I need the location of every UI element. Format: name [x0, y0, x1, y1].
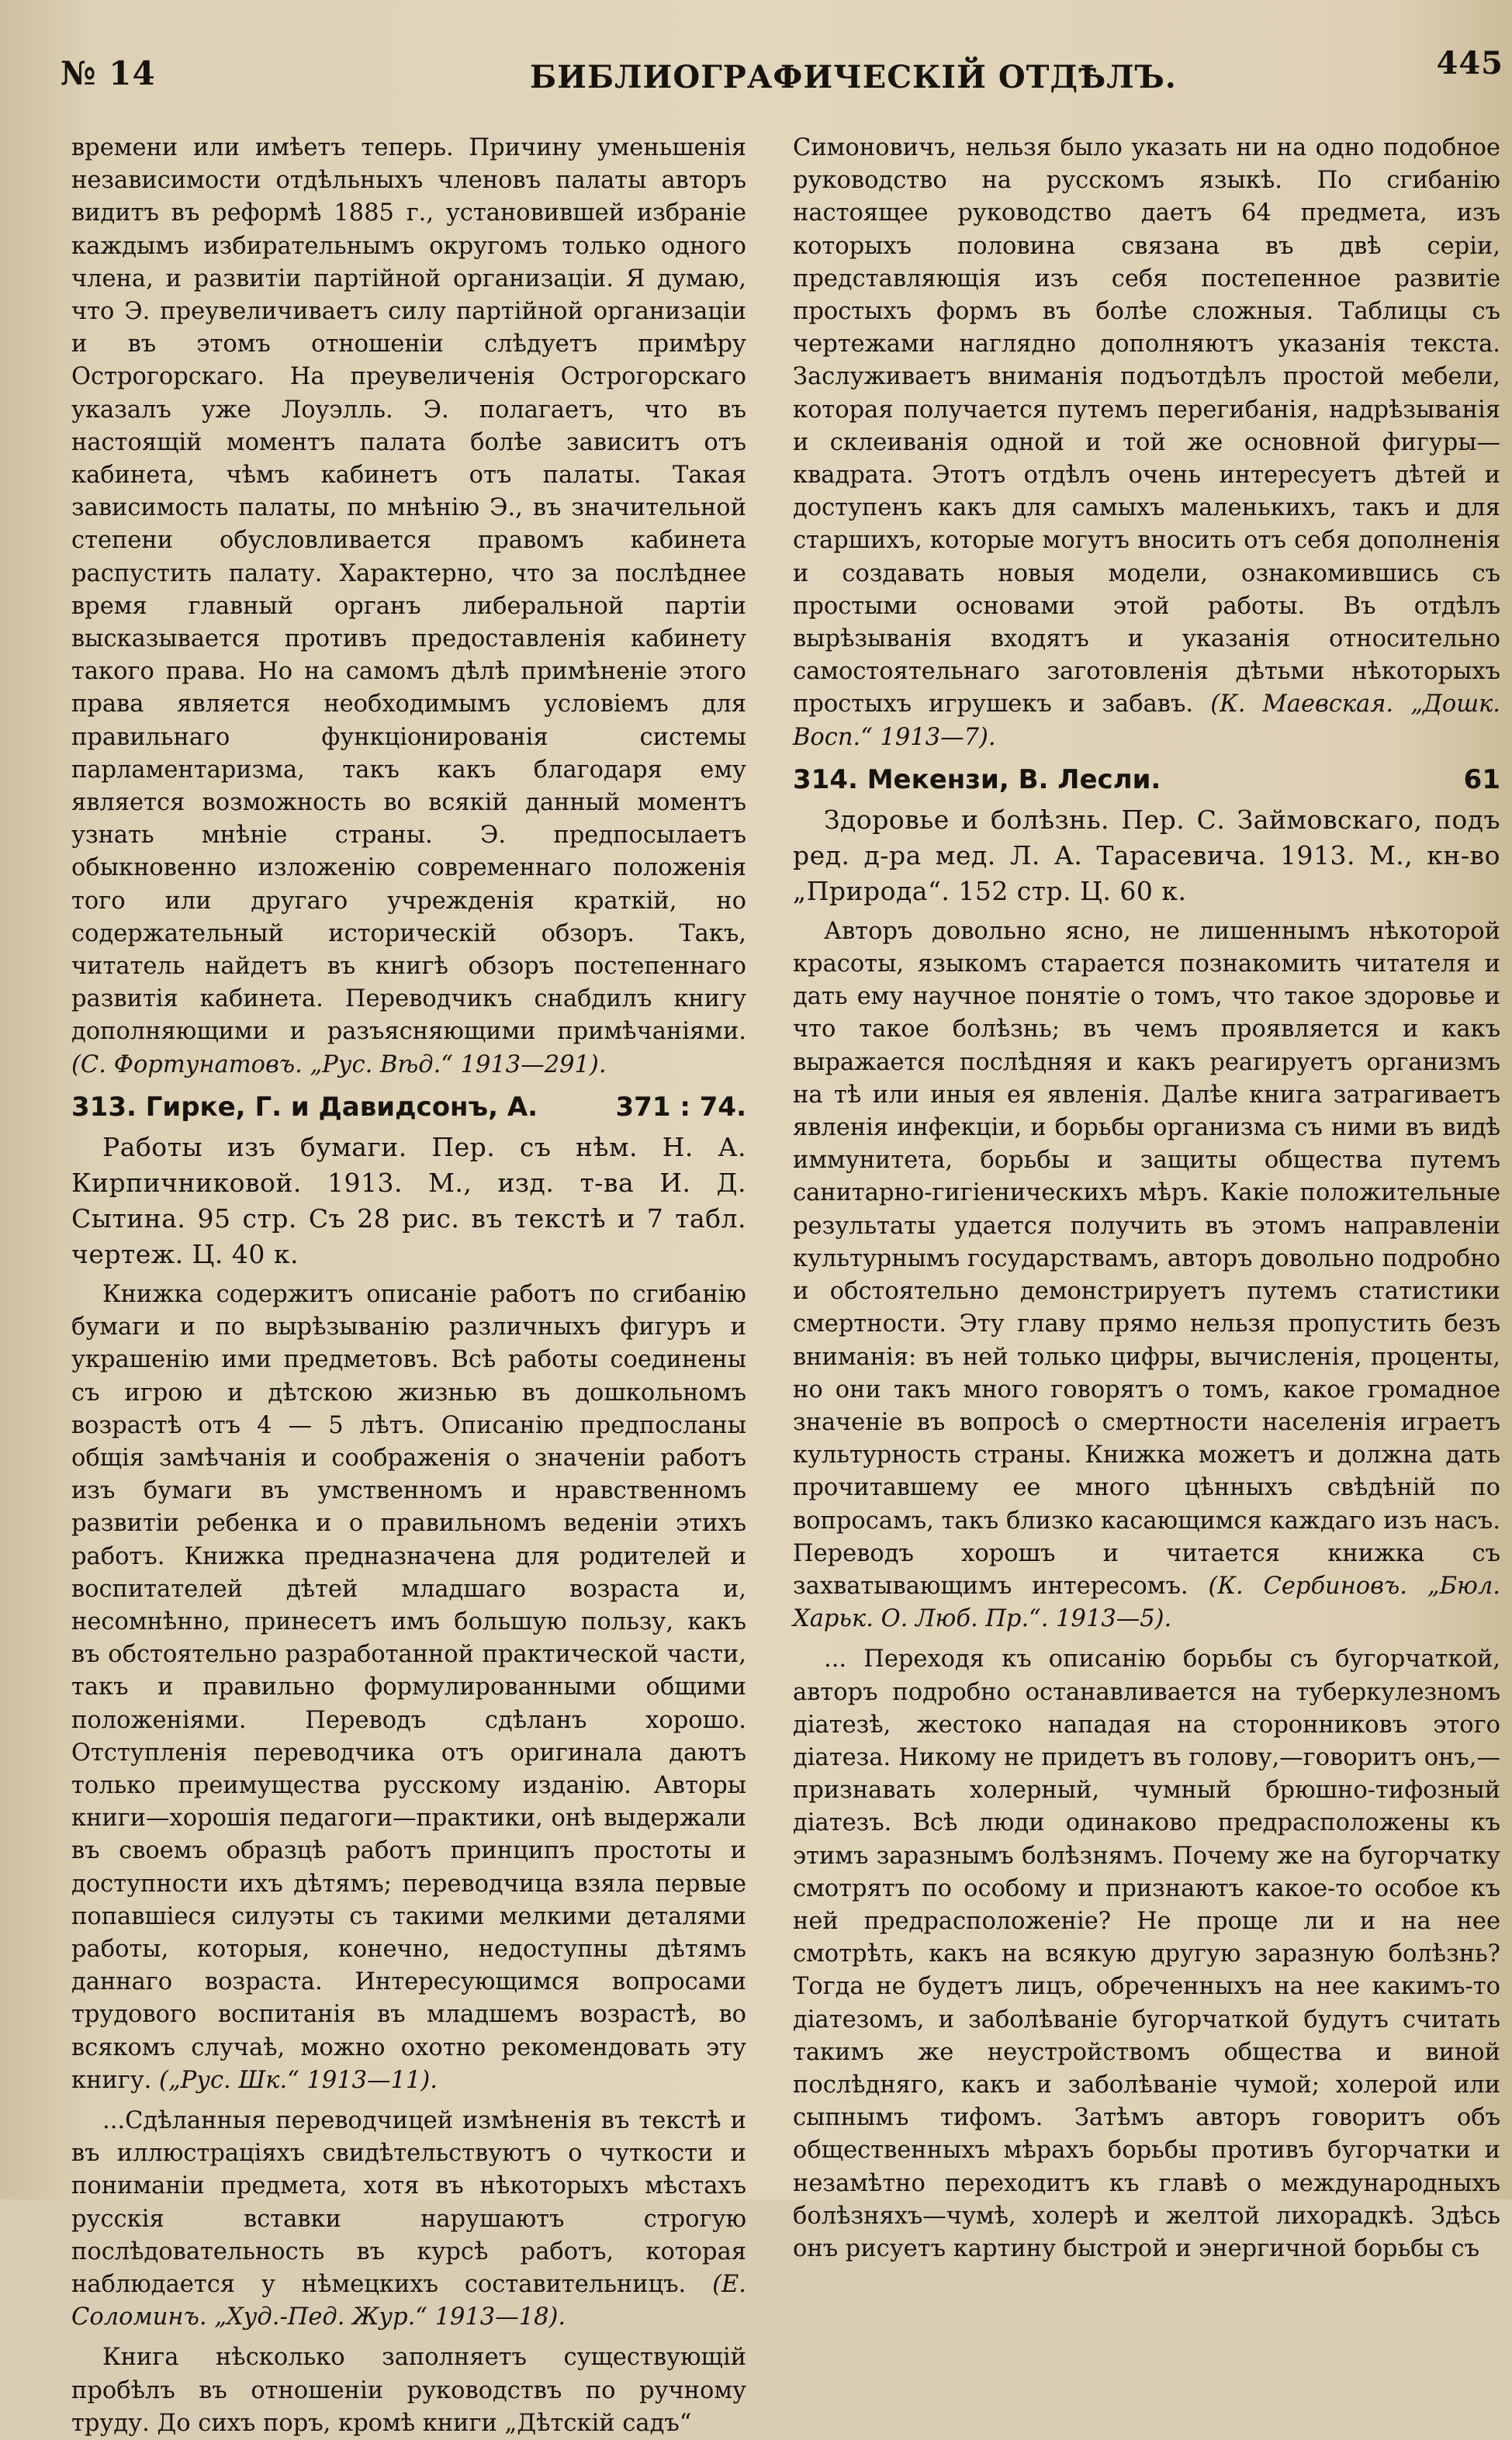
entry-314-heading — [793, 762, 1500, 798]
entry-313-author: 313. Гирке, Г. и Давидсонъ, А. — [71, 1091, 538, 1123]
review-source: (Е. Соломинъ. „Худ.-Пед. Жур.“ 1913—18). — [71, 2270, 746, 2331]
review-source: (К. Маевская. „Дошк. Восп.“ 1913—7). — [793, 690, 1501, 751]
review-source: („Рус. Шк.“ 1913—11). — [159, 2066, 438, 2094]
review-text: Авторъ довольно ясно, не лишеннымъ нѣкоторой красоты, языкомъ старается познакомить читателя и дать ему научное понятіе о томъ, что такое здоровье и что такое болѣзнь; въ чемъ проявляется и какъ выражается послѣдняя и какъ реагируетъ организмъ на тѣ или иныя ея явленія. Далѣе книга затрагиваетъ явленія инфекціи, и борьбы организма съ ними въ видѣ иммунитета, борьбы и защиты общества путемъ санитарно-гигіеническихъ мѣръ. Какіе положительные результаты удается получить въ этомъ направленіи культурнымъ государствамъ, авторъ довольно подробно и обстоятельно демонстрируетъ путемъ статистики смертности. Эту главу прямо нельзя пропустить безъ вниманія: въ ней только цифры, вычисленія, проценты, но они такъ много говорятъ о томъ, какое громадное значеніе въ вопросѣ о смертности населенія играетъ культурность страны. Книжка можетъ и должна дать прочитавшему ее много цѣнныхъ свѣдѣній по вопросамъ, такъ близко касающимся каждаго изъ насъ. Переводъ хорошъ и читается книжка съ захватывающимъ интересомъ. — [793, 917, 1500, 1600]
entry-313-review-3-continued — [793, 132, 1500, 754]
entry-314-review-2: ... Переходя къ описанію борьбы съ бугорчаткой, авторъ подробно останавливается на туберкулезномъ діатезѣ, жестоко нападая на сторонниковъ этого діатеза. Никому не придетъ въ голову,—говоритъ онъ,—признавать холерный, чумный брюшно-тифозный діатезъ. Всѣ люди одинаково предрасположены къ этимъ заразнымъ болѣзнямъ. Почему же на бугорчатку смотрятъ по особому и признаютъ какое-то особое къ ней предрасположеніе? Не проще ли и на нее смотрѣть, какъ на всякую другую заразную болѣзнь? Тогда не будетъ лицъ, обреченныхъ на нее какимъ-то діатезомъ, и заболѣваніе бугорчаткой будутъ считать такимъ же неустройствомъ общества и виной послѣдняго, какъ и заболѣваніе чумой; холерой или сыпнымъ тифомъ. Затѣмъ авторъ говоритъ объ общественныхъ мѣрахъ борьбы противъ бугорчатки и незамѣтно переходитъ къ главѣ о международныхъ болѣзняхъ—чумѣ, холерѣ и желтой лихорадкѣ. Здѣсь онъ рисуетъ картину быстрой и энергичной борьбы съ — [793, 1646, 1500, 2262]
review-text: Книжка содержитъ описаніе работъ по сгибанію бумаги и по вырѣзыванію различныхъ фигуръ и украшенію ими предметовъ. Всѣ работы соединены съ игрою и дѣтскою жизнью въ дошкольномъ возрастѣ отъ 4 — 5 лѣтъ. Описанію предпосланы общія замѣчанія и соображенія о значеніи работъ изъ бумаги въ умственномъ и нравственномъ развитіи ребенка и о правильномъ веденіи этихъ работъ. Книжка предназначена для родителей и воспитателей дѣтей младшаго возраста и, несомнѣнно, принесетъ имъ большую пользу, какъ въ обстоятельно разработанной практической части, такъ и правильно формулированными общими положеніями. Переводъ сдѣланъ хорошо. Отступленія переводчика отъ оригинала даютъ только преимущества русскому изданію. Авторы книги—хорошія педагоги—практики, онѣ выдержали въ своемъ образцѣ работъ принципъ простоты и доступности ихъ дѣтямъ; переводчица взяла первые попавшіеся силуэты съ такими мелкими деталями работы, которыя, конечно, недоступны дѣтямъ даннаго возраста. Интересующимся вопросами трудового воспитанія въ младшемъ возрастѣ, во всякомъ случаѣ, можно охотно рекомендовать эту книгу. — [71, 1280, 746, 2094]
review-text: Симоновичъ, нельзя было указать ни на одно подобное руководство на русскомъ языкѣ. По сгибанію настоящее руководство даетъ 64 предмета, изъ которыхъ половина связана въ двѣ серіи, представляющія изъ себя постепенное развитіе простыхъ формъ въ болѣе сложныя. Таблицы съ чертежами наглядно дополняютъ указанія текста. Заслуживаетъ вниманія подъотдѣлъ простой мебели, которая получается путемъ перегибанія, надрѣзыванія и склеиванія одной и той же основной фигуры—квадрата. Этотъ отдѣлъ очень интересуетъ дѣтей и доступенъ какъ для самыхъ маленькихъ, такъ и для старшихъ, которые могутъ вносить отъ себя дополненія и создавать новыя модели, ознакомившись съ простыми основами этой работы. Въ отдѣлъ вырѣзыванія входятъ и указанія относительно самостоятельнаго заготовленія дѣтьми нѣкоторыхъ простыхъ игрушекъ и забавъ. — [793, 134, 1500, 718]
section-title: БИБЛИОГРАФИЧЕСКІЙ ОТДѢЛЪ. — [530, 59, 1177, 95]
entry-314-bibliographic-record: Здоровье и болѣзнь. Пер. С. Займовскаго, подъ ред. д-ра мед. Л. А. Тарасевича. 1913. М., кн-во „Природа“. 152 стр. Ц. 60 к. — [793, 804, 1500, 906]
entry-314-author: 314. Мекензи, В. Лесли. — [793, 763, 1161, 795]
entry-313-heading — [71, 1089, 746, 1125]
page-number: 445 — [1436, 45, 1503, 81]
entry-313-review-2 — [71, 2105, 746, 2334]
left-column — [71, 132, 746, 2437]
entry-313-review-1 — [71, 1279, 746, 2097]
entry-314-review-1 — [793, 915, 1500, 1635]
review-continuation-text — [71, 132, 746, 1082]
review-source: (К. Сербиновъ. „Бюл. Харьк. О. Люб. Пр.“. 1913—5). — [793, 1572, 1500, 1633]
page-header — [61, 40, 1503, 95]
right-column — [793, 132, 1501, 2262]
entry-314-class-code: 61 — [1463, 763, 1500, 795]
issue-number: № 14 — [61, 54, 156, 92]
review-text: времени или имѣетъ теперь. Причину уменьшенія независимости отдѣльныхъ членовъ палаты авторъ видитъ въ реформѣ 1885 г., установившей избраніе каждымъ избирательнымъ округомъ только одного члена, и развитіи партійной организаціи. Я думаю, что Э. преувеличиваетъ силу партійной организаціи и въ этомъ отношеніи слѣдуетъ примѣру Острогорскаго. На преувеличенія Острогорскаго указалъ уже Лоуэлль. Э. полагаетъ, что въ настоящій моментъ палата болѣе зависитъ отъ кабинета, чѣмъ кабинетъ отъ палаты. Такая зависимость палаты, по мнѣнію Э., въ значительной степени обусловливается правомъ кабинета распустить палату. Характерно, что за послѣднее время главный органъ либеральной партіи высказывается противъ предоставленія кабинету такого права. Но на самомъ дѣлѣ примѣненіе этого права является необходимымъ условіемъ для правильнаго функціонированія системы парламентаризма, такъ какъ благодаря ему является возможность во всякій данный моментъ узнать мнѣніе страны. Э. предпосылаетъ обыкновенно изложенію современнаго положенія того или другаго учрежденія краткій, но содержательный историческій обзоръ. Такъ, читатель найдетъ въ книгѣ обзоръ постепеннаго развитія кабинета. Переводчикъ снабдилъ книгу дополняющими и разъясняющими примѣчаніями. — [71, 134, 746, 1046]
review-source: (С. Фортунатовъ. „Рус. Вѣд.“ 1913—291). — [71, 1050, 607, 1078]
entry-313-review-3: Книга нѣсколько заполняетъ существующій пробѣлъ въ отношеніи руководствъ по ручному труду. До сихъ поръ, кромѣ книги „Дѣтскій садъ“ — [71, 2344, 746, 2437]
entry-313-bibliographic-record: Работы изъ бумаги. Пер. съ нѣм. Н. А. Кирпичниковой. 1913. М., изд. т-ва И. Д. Сытина. 95 стр. Съ 28 рис. въ текстѣ и 7 табл. чертеж. Ц. 40 к. — [71, 1131, 746, 1269]
entry-313-class-code: 371 : 74. — [615, 1091, 746, 1123]
review-text: ...Сдѣланныя переводчицей измѣненія въ текстѣ и въ иллюстраціяхъ свидѣтельствуютъ о чуткости и пониманіи предмета, хотя въ нѣкоторыхъ мѣстахъ русскія вставки нарушаютъ строгую послѣдовательность въ курсѣ работъ, которая наблюдается у нѣмецкихъ составительницъ. — [71, 2106, 746, 2298]
